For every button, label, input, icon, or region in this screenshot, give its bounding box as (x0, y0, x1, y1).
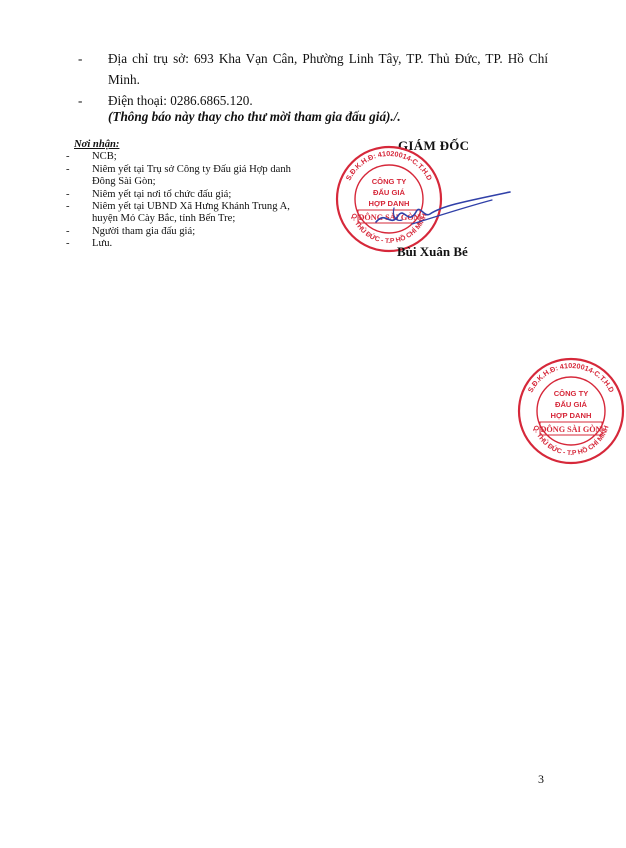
stamp-line: ĐẤU GIÁ (372, 188, 406, 197)
partial-seal-graphic (516, 356, 626, 466)
recipient-text: Người tham gia đấu giá; (92, 225, 196, 237)
recipient-item (66, 164, 316, 189)
recipient-text: Niêm yết tại Trụ sở Công ty Đấu giá Hợp danh Đông Sài Gòn; (92, 163, 291, 188)
recipient-item (66, 238, 316, 250)
address-text: Địa chỉ trụ sở: 693 Kha Vạn Cân, Phường Linh Tây, TP. Thủ Đức, TP. Hồ Chí Minh. (108, 51, 548, 87)
bullet-dash: - (66, 188, 70, 200)
bullet-dash: - (66, 151, 70, 163)
stamp-line: HỢP DANH (368, 199, 410, 208)
bullet-dash: - (66, 238, 70, 250)
stamp-line: ĐÔNG SÀI GÒN (540, 425, 602, 434)
recipients-heading: Nơi nhận: (74, 139, 120, 150)
bullet-dash: - (78, 93, 83, 108)
signer-name: Bùi Xuân Bé (397, 244, 468, 259)
bullet-dash: - (78, 51, 83, 66)
stamp-line: CÔNG TY (553, 389, 589, 398)
recipient-item (66, 189, 316, 201)
bullet-dash: - (66, 163, 70, 175)
page-number: 3 (538, 772, 544, 786)
bullet-dash: - (66, 201, 70, 213)
phone-text: Điện thoại: 0286.6865.120. (108, 93, 253, 108)
stamp-ring-text: S.Đ.K.H.Đ: 41020014-C.T.H.D (525, 360, 617, 394)
stamp-line: ĐÔNG SÀI GÒN (358, 213, 420, 222)
stamp-ring-text: S.Đ.K.H.Đ: 41020014-C.T.H.D (343, 148, 435, 182)
recipient-item (66, 151, 316, 163)
handwritten-signature (372, 188, 512, 238)
bullet-dash: - (66, 225, 70, 237)
stamp-line: HỢP DANH (550, 411, 592, 420)
stamp-line: CÔNG TY (371, 177, 407, 186)
stamp-lower-ring-text: Q. THỦ ĐỨC - T.P HỒ CHÍ MINH (531, 424, 611, 458)
recipient-item (66, 226, 316, 238)
partial-seal (516, 356, 617, 466)
stamp-lower-ring-text: Q. THỦ ĐỨC - T.P HỒ CHÍ MINH (349, 212, 429, 246)
stamp-line: ĐẤU GIÁ (554, 400, 588, 409)
recipient-text: Niêm yết tại UBND Xã Hưng Khánh Trung A, huyện Mỏ Cày Bắc, tỉnh Bến Tre; (92, 201, 290, 225)
recipient-item (66, 201, 316, 226)
recipient-text: NCB; (92, 151, 117, 163)
address-bullet (78, 48, 548, 90)
recipient-text: Lưu. (92, 238, 113, 250)
director-title: GIÁM ĐỐC (398, 138, 470, 153)
recipients-block (66, 139, 316, 251)
closing-note: (Thông báo này thay cho thư mời tham gia đấu giá)./. (108, 109, 401, 124)
recipient-text: Niêm yết tại nơi tổ chức đấu giá; (92, 188, 232, 200)
